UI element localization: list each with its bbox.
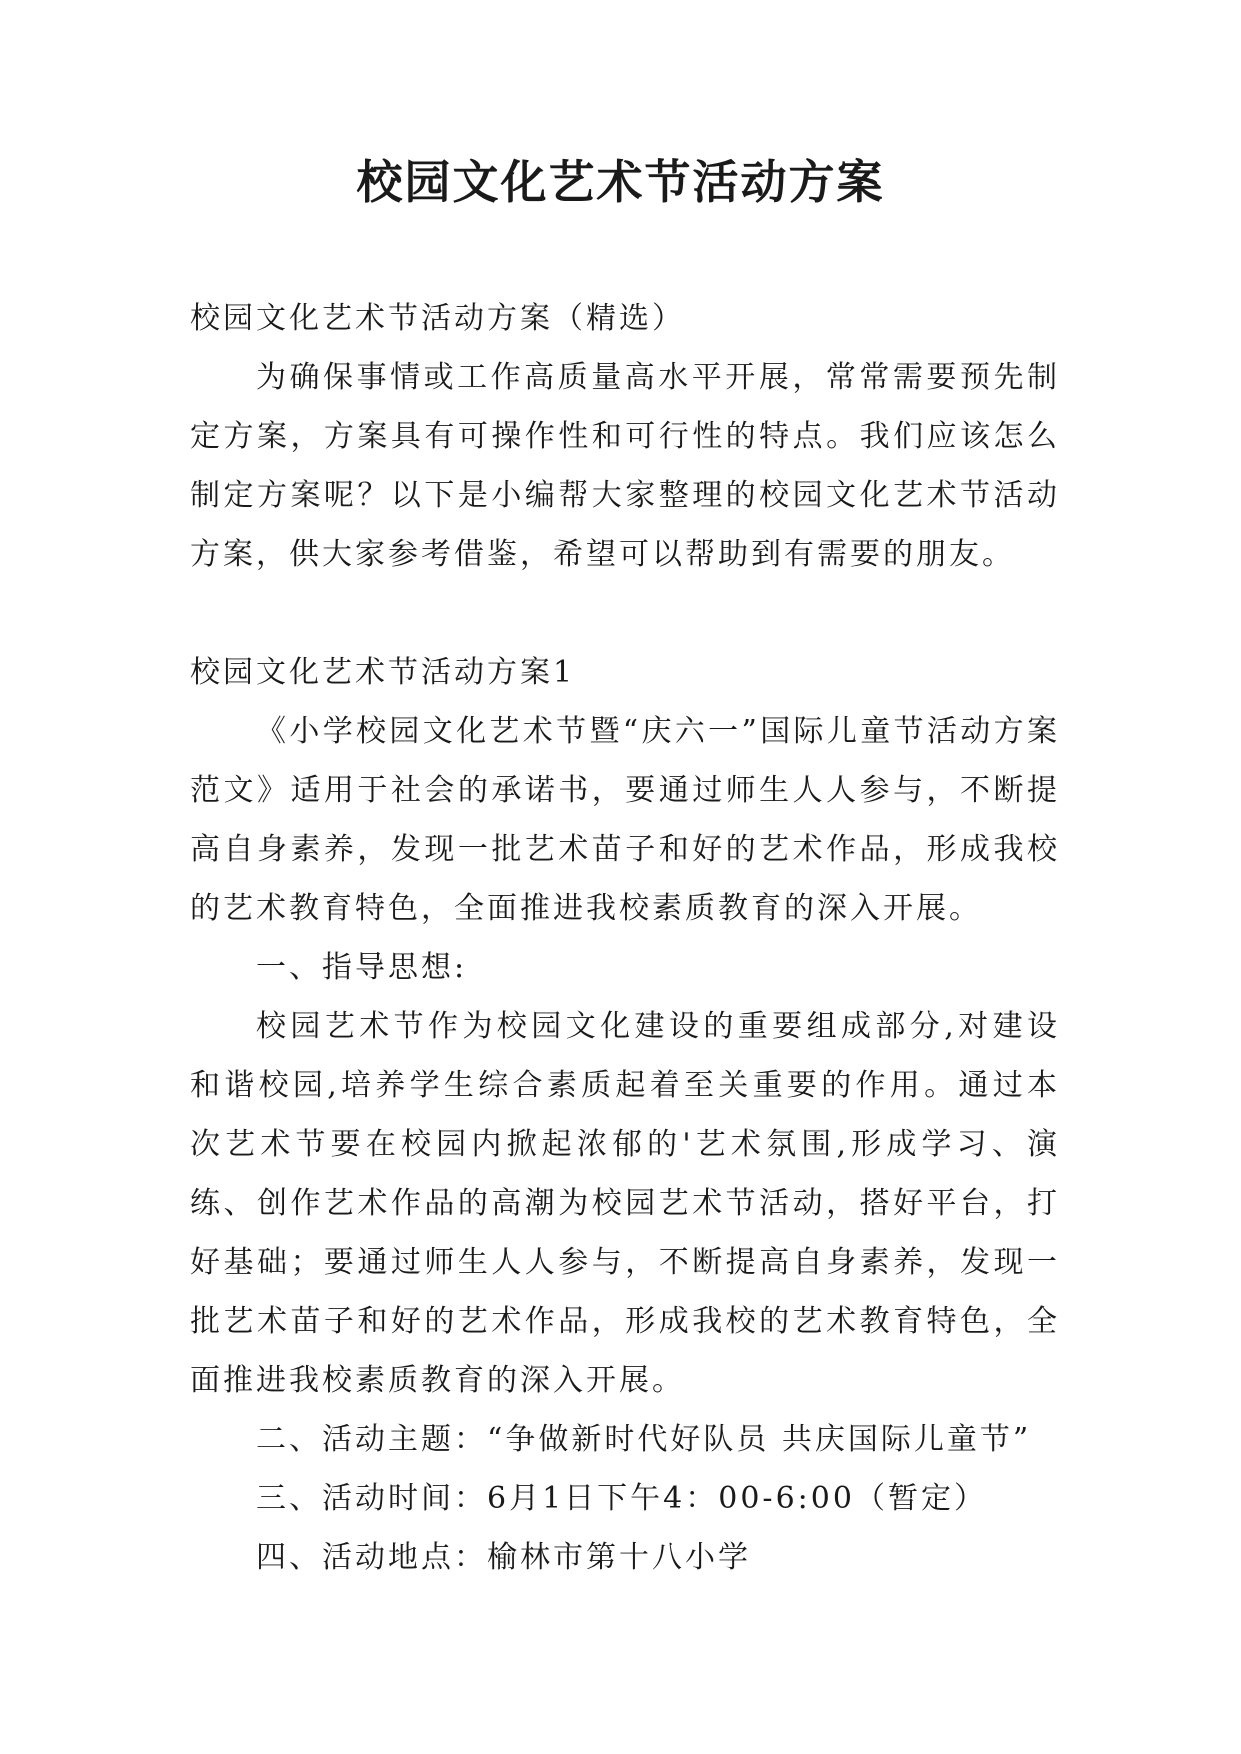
section-heading: 校园文化艺术节活动方案1 (190, 655, 576, 690)
item-heading-guiding-ideology: 一、指导思想: (256, 950, 468, 985)
document-body (190, 289, 1060, 1587)
item-body-guiding-ideology: 校园艺术节作为校园文化建设的重要组成部分,对建设和谐校园,培养学生综合素质起着至关重要的作用。通过本次艺术节要在校园内掀起浓郁的'艺术氛围,形成学习、演练、创作艺术作品的高潮为校园艺术节活动，搭好平台，打好基础；要通过师生人人参与，不断提高自身素养，发现一批艺术苗子和好的艺术作品，形成我校的艺术教育特色，全面推进我校素质教育的深入开展。 (190, 1009, 1060, 1398)
item-activity-time: 三、活动时间：6月1日下午4：00-6:00（暂定） (256, 1481, 987, 1516)
document-title: 校园文化艺术节活动方案 (356, 155, 885, 209)
item-activity-location: 四、活动地点：榆林市第十八小学 (256, 1540, 751, 1575)
item-activity-theme: 二、活动主题：“争做新时代好队员 共庆国际儿童节” (256, 1422, 1032, 1457)
section-paragraph: 《小学校园文化艺术节暨“庆六一”国际儿童节活动方案范文》适用于社会的承诺书，要通过师生人人参与，不断提高自身素养，发现一批艺术苗子和好的艺术作品，形成我校的艺术教育特色，全面推进我校素质教育的深入开展。 (190, 714, 1060, 926)
intro-paragraph: 为确保事情或工作高质量高水平开展，常常需要预先制定方案，方案具有可操作性和可行性的特点。我们应该怎么制定方案呢？以下是小编帮大家整理的校园文化艺术节活动方案，供大家参考借鉴，希望可以帮助到有需要的朋友。 (190, 360, 1060, 572)
document-subtitle: 校园文化艺术节活动方案（精选） (190, 301, 685, 336)
